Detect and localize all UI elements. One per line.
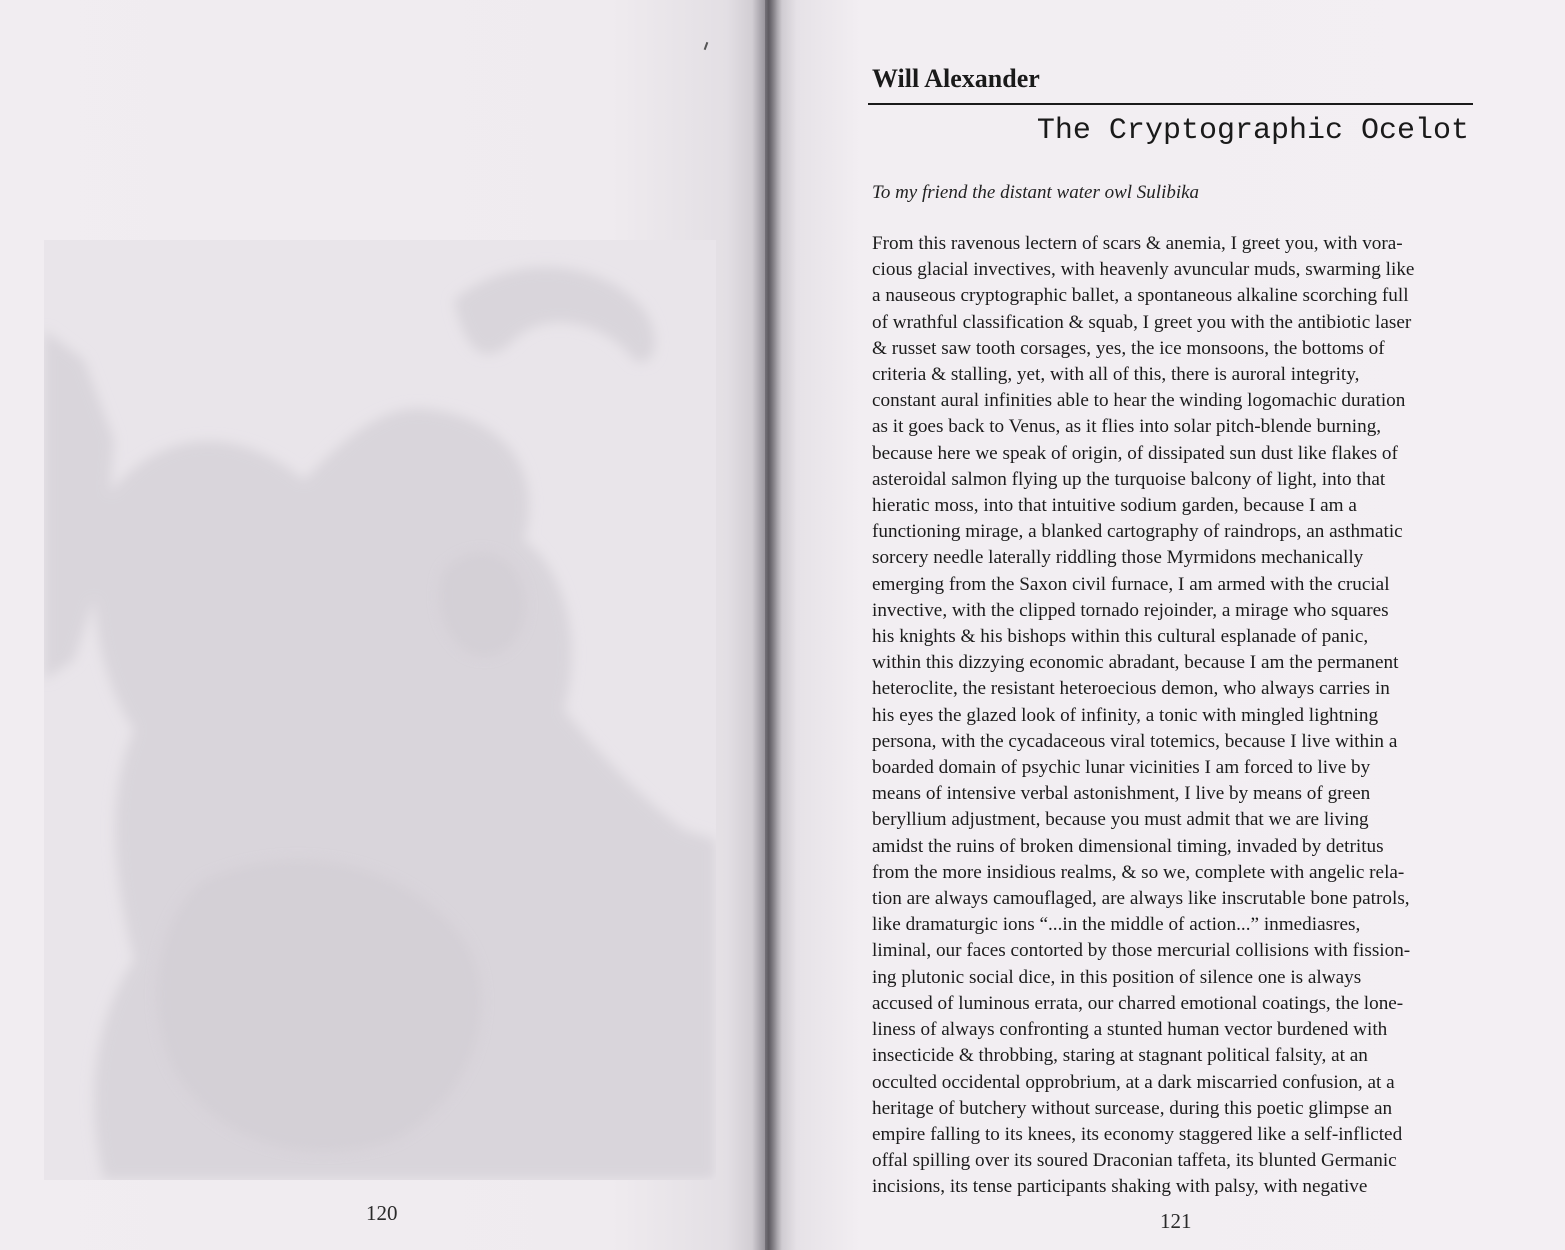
dedication: To my friend the distant water owl Sulibika bbox=[872, 182, 1200, 203]
book-gutter bbox=[752, 0, 782, 1250]
body-line: because here we speak of origin, of dissipated sun dust like flakes of bbox=[872, 442, 1398, 464]
body-line: cious glacial invectives, with heavenly avuncular muds, swarming like bbox=[872, 259, 1415, 281]
body-line: amidst the ruins of broken dimensional timing, invaded by detritus bbox=[872, 835, 1384, 857]
body-line: beryllium adjustment, because you must admit that we are living bbox=[872, 809, 1369, 831]
body-line: hieratic moss, into that intuitive sodium garden, because I am a bbox=[872, 495, 1357, 517]
body-line: occulted occidental opprobrium, at a dark miscarried confusion, at a bbox=[872, 1071, 1395, 1093]
body-line: means of intensive verbal astonishment, I live by means of green bbox=[872, 783, 1371, 805]
body-line: of wrathful classification & squab, I greet you with the antibiotic laser bbox=[872, 311, 1412, 333]
left-page bbox=[0, 0, 765, 1250]
page-number-left: 120 bbox=[366, 1201, 398, 1225]
body-line: invective, with the clipped tornado rejoinder, a mirage who squares bbox=[872, 599, 1389, 621]
poem-title: The Cryptographic Ocelot bbox=[1036, 114, 1469, 148]
body-line: boarded domain of psychic lunar vicinities I am forced to live by bbox=[872, 757, 1371, 779]
body-line: insecticide & throbbing, staring at stagnant political falsity, at an bbox=[872, 1045, 1368, 1067]
faded-photograph-shapes bbox=[44, 240, 716, 1180]
body-line: accused of luminous errata, our charred emotional coatings, the lone- bbox=[872, 992, 1404, 1014]
body-line: liness of always confronting a stunted human vector burdened with bbox=[872, 1019, 1388, 1041]
body-line: emerging from the Saxon civil furnace, I am armed with the crucial bbox=[872, 573, 1390, 595]
body-line: constant aural infinities able to hear the winding logomachic duration bbox=[872, 390, 1406, 412]
body-line: persona, with the cycadaceous viral totemics, because I live within a bbox=[872, 730, 1398, 752]
faded-photograph bbox=[44, 240, 716, 1180]
body-line: within this dizzying economic abradant, because I am the permanent bbox=[872, 652, 1399, 674]
body-line: a nauseous cryptographic ballet, a spontaneous alkaline scorching full bbox=[872, 285, 1409, 307]
body-line: liminal, our faces contorted by those mercurial collisions with fission- bbox=[872, 940, 1411, 962]
body-line: criteria & stalling, yet, with all of this, there is auroral integrity, bbox=[872, 364, 1360, 386]
body-line: ing plutonic social dice, in this position of silence one is always bbox=[872, 966, 1362, 988]
body-line: sorcery needle laterally riddling those Myrmidons mechanically bbox=[872, 547, 1364, 569]
body-line: his knights & his bishops within this cultural esplanade of panic, bbox=[872, 626, 1369, 648]
body-line: as it goes back to Venus, as it flies into solar pitch-blende burning, bbox=[872, 416, 1382, 438]
page-number-right: 121 bbox=[1160, 1209, 1192, 1233]
body-line: heritage of butchery without surcease, during this poetic glimpse an bbox=[872, 1097, 1393, 1119]
header-rule bbox=[868, 103, 1473, 105]
body-line: his eyes the glazed look of infinity, a tonic with mingled lightning bbox=[872, 704, 1379, 726]
body-line: & russet saw tooth corsages, yes, the ice monsoons, the bottoms of bbox=[872, 337, 1385, 359]
body-line: tion are always camouflaged, are always like inscrutable bone patrols, bbox=[872, 888, 1410, 910]
body-line: offal spilling over its soured Draconian taffeta, its blunted Germanic bbox=[872, 1150, 1397, 1172]
body-line: functioning mirage, a blanked cartography of raindrops, an asthmatic bbox=[872, 521, 1403, 543]
body-line: from the more insidious realms, & so we, complete with angelic rela- bbox=[872, 861, 1405, 883]
body-line: incisions, its tense participants shaking with palsy, with negative bbox=[872, 1176, 1368, 1198]
body-line: like dramaturgic ions “...in the middle of action...” inmediasres, bbox=[872, 914, 1361, 936]
body-line: From this ravenous lectern of scars & anemia, I greet you, with vora- bbox=[872, 233, 1403, 254]
body-line: empire falling to its knees, its economy staggered like a self-inflicted bbox=[872, 1123, 1403, 1145]
body-line: asteroidal salmon flying up the turquoise balcony of light, into that bbox=[872, 468, 1386, 490]
author-name: Will Alexander bbox=[872, 64, 1040, 93]
body-line: heteroclite, the resistant heteroecious demon, who always carries in bbox=[872, 678, 1390, 700]
poem-body bbox=[872, 231, 1477, 1201]
paper-mark bbox=[704, 42, 709, 50]
